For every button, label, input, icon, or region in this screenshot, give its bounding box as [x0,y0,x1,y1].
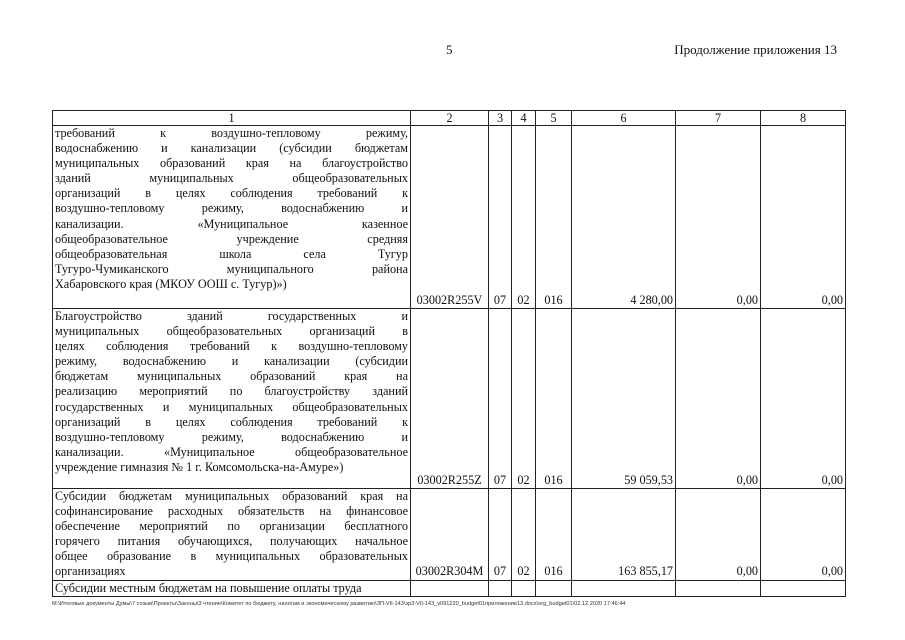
amount-2022-cell: 0,00 [676,309,761,489]
expense-type-cell: 016 [536,489,572,581]
amount-2021-cell: 59 059,53 [572,309,676,489]
description-line: организаций в целях соблюдения требований к [55,414,408,429]
amount-2023-cell: 0,00 [761,489,846,581]
description-line: муниципальных общеобразовательных организаций в [55,324,408,339]
description-line: режиму, водоснабжению и канализации (субсидии [55,354,408,369]
amount-2022-cell: 0,00 [676,126,761,309]
description-line: Хабаровского края (МКОУ ООШ с. Тугур)») [55,276,287,291]
description-line: зданий муниципальных общеобразовательных [55,171,408,186]
description-line: целях соблюдения требований к воздушно-тепловому [55,339,408,354]
description-line: воздушно-тепловому режиму, водоснабжению и [55,201,408,216]
amount-2022-cell [676,580,761,596]
amount-2021-cell: 4 280,00 [572,126,676,309]
description-line: организациях [55,564,126,579]
column-header: 6 [572,111,676,126]
section-cell: 07 [489,309,512,489]
description-line: воздушно-тепловому режиму, водоснабжению и [55,429,408,444]
column-header: 8 [761,111,846,126]
column-header: 4 [512,111,536,126]
description-line: бюджетам муниципальных образований края на [55,369,408,384]
section-cell [489,580,512,596]
description-line: водоснабжению и канализации (субсидии бюджетам [55,141,408,156]
subsection-cell [512,580,536,596]
description-line: канализации. «Муниципальное казенное [55,216,408,231]
expense-type-cell: 016 [536,126,572,309]
description-line: муниципальных образований края на благоустройство [55,156,408,171]
row-description [53,489,411,581]
budget-code-cell: 03002R304M [411,489,489,581]
page-number: 5 [446,42,453,57]
amount-2022-cell: 0,00 [676,489,761,581]
subsection-cell: 02 [512,489,536,581]
document-path-footer: M:\Итоговые документы Думы\7 созыв\Проекты\Законы\3 чтение\Комитет по бюджету, налогам и экономическому развитию\ЗП-VII-143\зр3-VII-143_v091220_budget01приложение13.docx\org_budget01\02.12.2020 17:46:44 [52,601,626,607]
table-row [53,309,846,489]
budget-code-cell: 03002R255Z [411,309,489,489]
budget-code-cell [411,580,489,596]
column-header: 2 [411,111,489,126]
table-row [53,580,846,596]
row-description [53,126,411,309]
row-description [53,309,411,489]
column-header: 5 [536,111,572,126]
description-line: горячего питания обучающихся, получающих начальное [55,534,408,549]
expense-type-cell: 016 [536,309,572,489]
subsection-cell: 02 [512,126,536,309]
amount-2021-cell: 163 855,17 [572,489,676,581]
description-line: обеспечение мероприятий по организации бесплатного [55,519,408,534]
description-line: общеобразовательное учреждение средняя [55,231,408,246]
section-cell: 07 [489,126,512,309]
column-header-row [53,111,846,126]
amount-2023-cell [761,580,846,596]
table-row [53,126,846,309]
description-line: организаций в целях соблюдения требований к [55,186,408,201]
description-line: общеобразовательная школа села Тугур [55,246,408,261]
amount-2023-cell: 0,00 [761,126,846,309]
table-row [53,489,846,581]
description-line: Благоустройство зданий государственных и [55,309,408,323]
description-line: Субсидии бюджетам муниципальных образований края на [55,489,408,503]
budget-code-cell: 03002R255V [411,126,489,309]
description-line: учреждение гимназия № 1 г. Комсомольска-на-Амуре») [55,459,344,474]
description-line: канализации. «Муниципальное общеобразовательное [55,444,408,459]
amount-2021-cell [572,580,676,596]
description-line: Тугуро-Чумиканского муниципального района [55,261,408,276]
column-header: 3 [489,111,512,126]
description-line: общее образование в муниципальных образовательных [55,549,408,564]
description-line: требований к воздушно-тепловому режиму, [55,126,408,140]
section-cell: 07 [489,489,512,581]
amount-2023-cell: 0,00 [761,309,846,489]
column-header: 1 [53,111,411,126]
expense-type-cell [536,580,572,596]
description-line: государственных и муниципальных общеобразовательных [55,399,408,414]
row-description [53,580,411,596]
budget-table [52,110,846,597]
description-line: реализацию мероприятий по благоустройству зданий [55,384,408,399]
subsection-cell: 02 [512,309,536,489]
description-line: софинансирование расходных обязательств на финансовое [55,504,408,519]
column-header: 7 [676,111,761,126]
description-line: Субсидии местным бюджетам на повышение оплаты труда [55,580,362,595]
continuation-header: Продолжение приложения 13 [674,42,837,57]
